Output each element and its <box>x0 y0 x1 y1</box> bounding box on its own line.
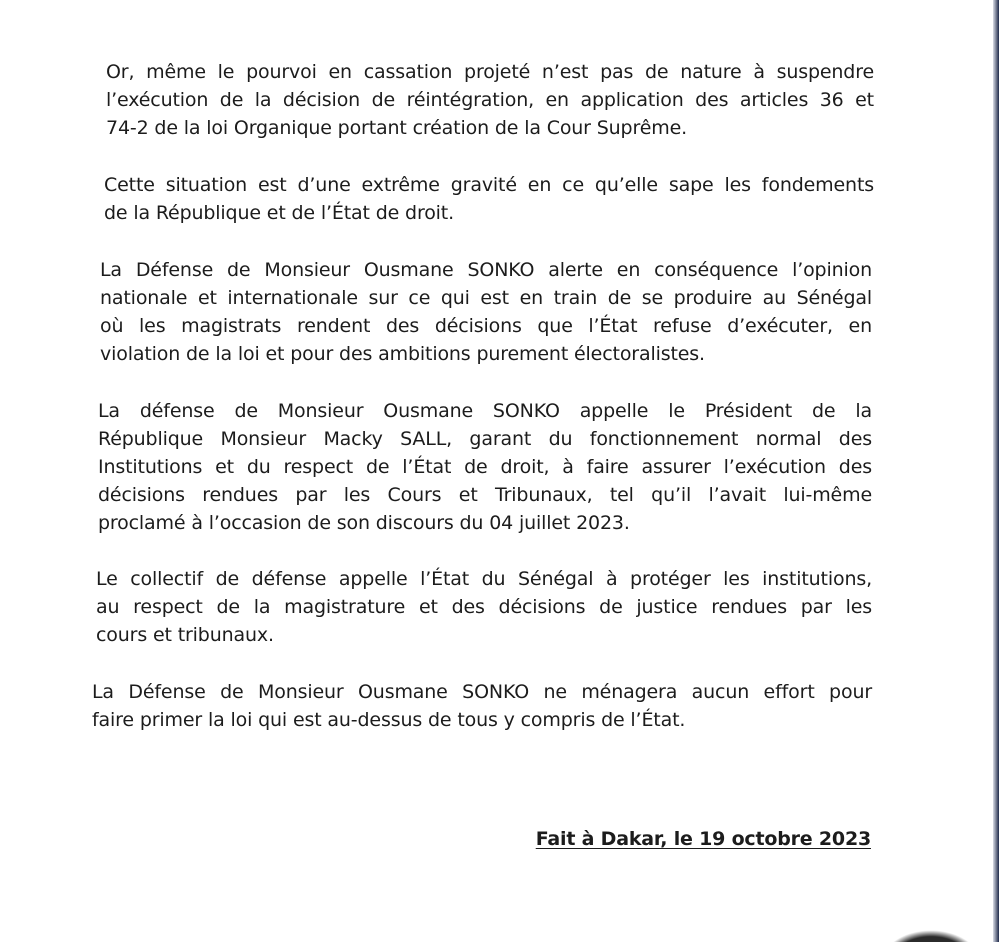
signature-date: Fait à Dakar, le 19 octobre 2023 <box>535 828 871 850</box>
paragraph-line: La défense de Monsieur Ousmane SONKO appelle le Président de la <box>98 400 872 422</box>
paragraph-line: Cette situation est d’une extrême gravité en ce qu’elle sape les fondements <box>104 174 874 196</box>
paragraph-line: Le collectif de défense appelle l’État du Sénégal à protéger les institutions, <box>96 568 872 590</box>
paragraph-cassation <box>106 58 874 142</box>
paragraph-line: Institutions et du respect de l’État de droit, à faire assurer l’exécution des <box>98 456 872 478</box>
corner-shadow <box>883 930 979 942</box>
paragraph-alert <box>100 256 872 368</box>
paragraph-line: La Défense de Monsieur Ousmane SONKO ne ménagera aucun effort pour <box>92 681 872 703</box>
paragraph-commitment <box>92 678 872 734</box>
paragraph-gravity <box>104 171 874 227</box>
paragraph-line: où les magistrats rendent des décisions que l’État refuse d’exécuter, en <box>100 315 872 337</box>
paragraph-line: l’exécution de la décision de réintégration, en application des articles 36 et <box>106 89 874 111</box>
paragraph-line: violation de la loi et pour des ambitions purement électoralistes. <box>100 343 705 365</box>
page-edge-shadow <box>993 0 999 942</box>
paragraph-line: proclamé à l’occasion de son discours du 04 juillet 2023. <box>98 512 630 534</box>
paragraph-line: au respect de la magistrature et des décisions de justice rendues par les <box>96 596 872 618</box>
paragraph-line: Or, même le pourvoi en cassation projeté n’est pas de nature à suspendre <box>106 61 874 83</box>
paragraph-line: nationale et internationale sur ce qui est en train de se produire au Sénégal <box>100 287 872 309</box>
paragraph-line: faire primer la loi qui est au-dessus de tous y compris de l’État. <box>92 709 686 731</box>
paragraph-line: décisions rendues par les Cours et Tribunaux, tel qu’il l’avait lui-même <box>98 484 872 506</box>
paragraph-collective <box>96 565 872 649</box>
paragraph-line: cours et tribunaux. <box>96 624 274 646</box>
paragraph-line: République Monsieur Macky SALL, garant du fonctionnement normal des <box>98 428 872 450</box>
paragraph-line: de la République et de l’État de droit. <box>104 202 455 224</box>
paragraph-appeal-president <box>98 397 872 537</box>
paragraph-line: La Défense de Monsieur Ousmane SONKO alerte en conséquence l’opinion <box>100 259 872 281</box>
paragraph-line: 74-2 de la loi Organique portant création de la Cour Suprême. <box>106 117 688 139</box>
